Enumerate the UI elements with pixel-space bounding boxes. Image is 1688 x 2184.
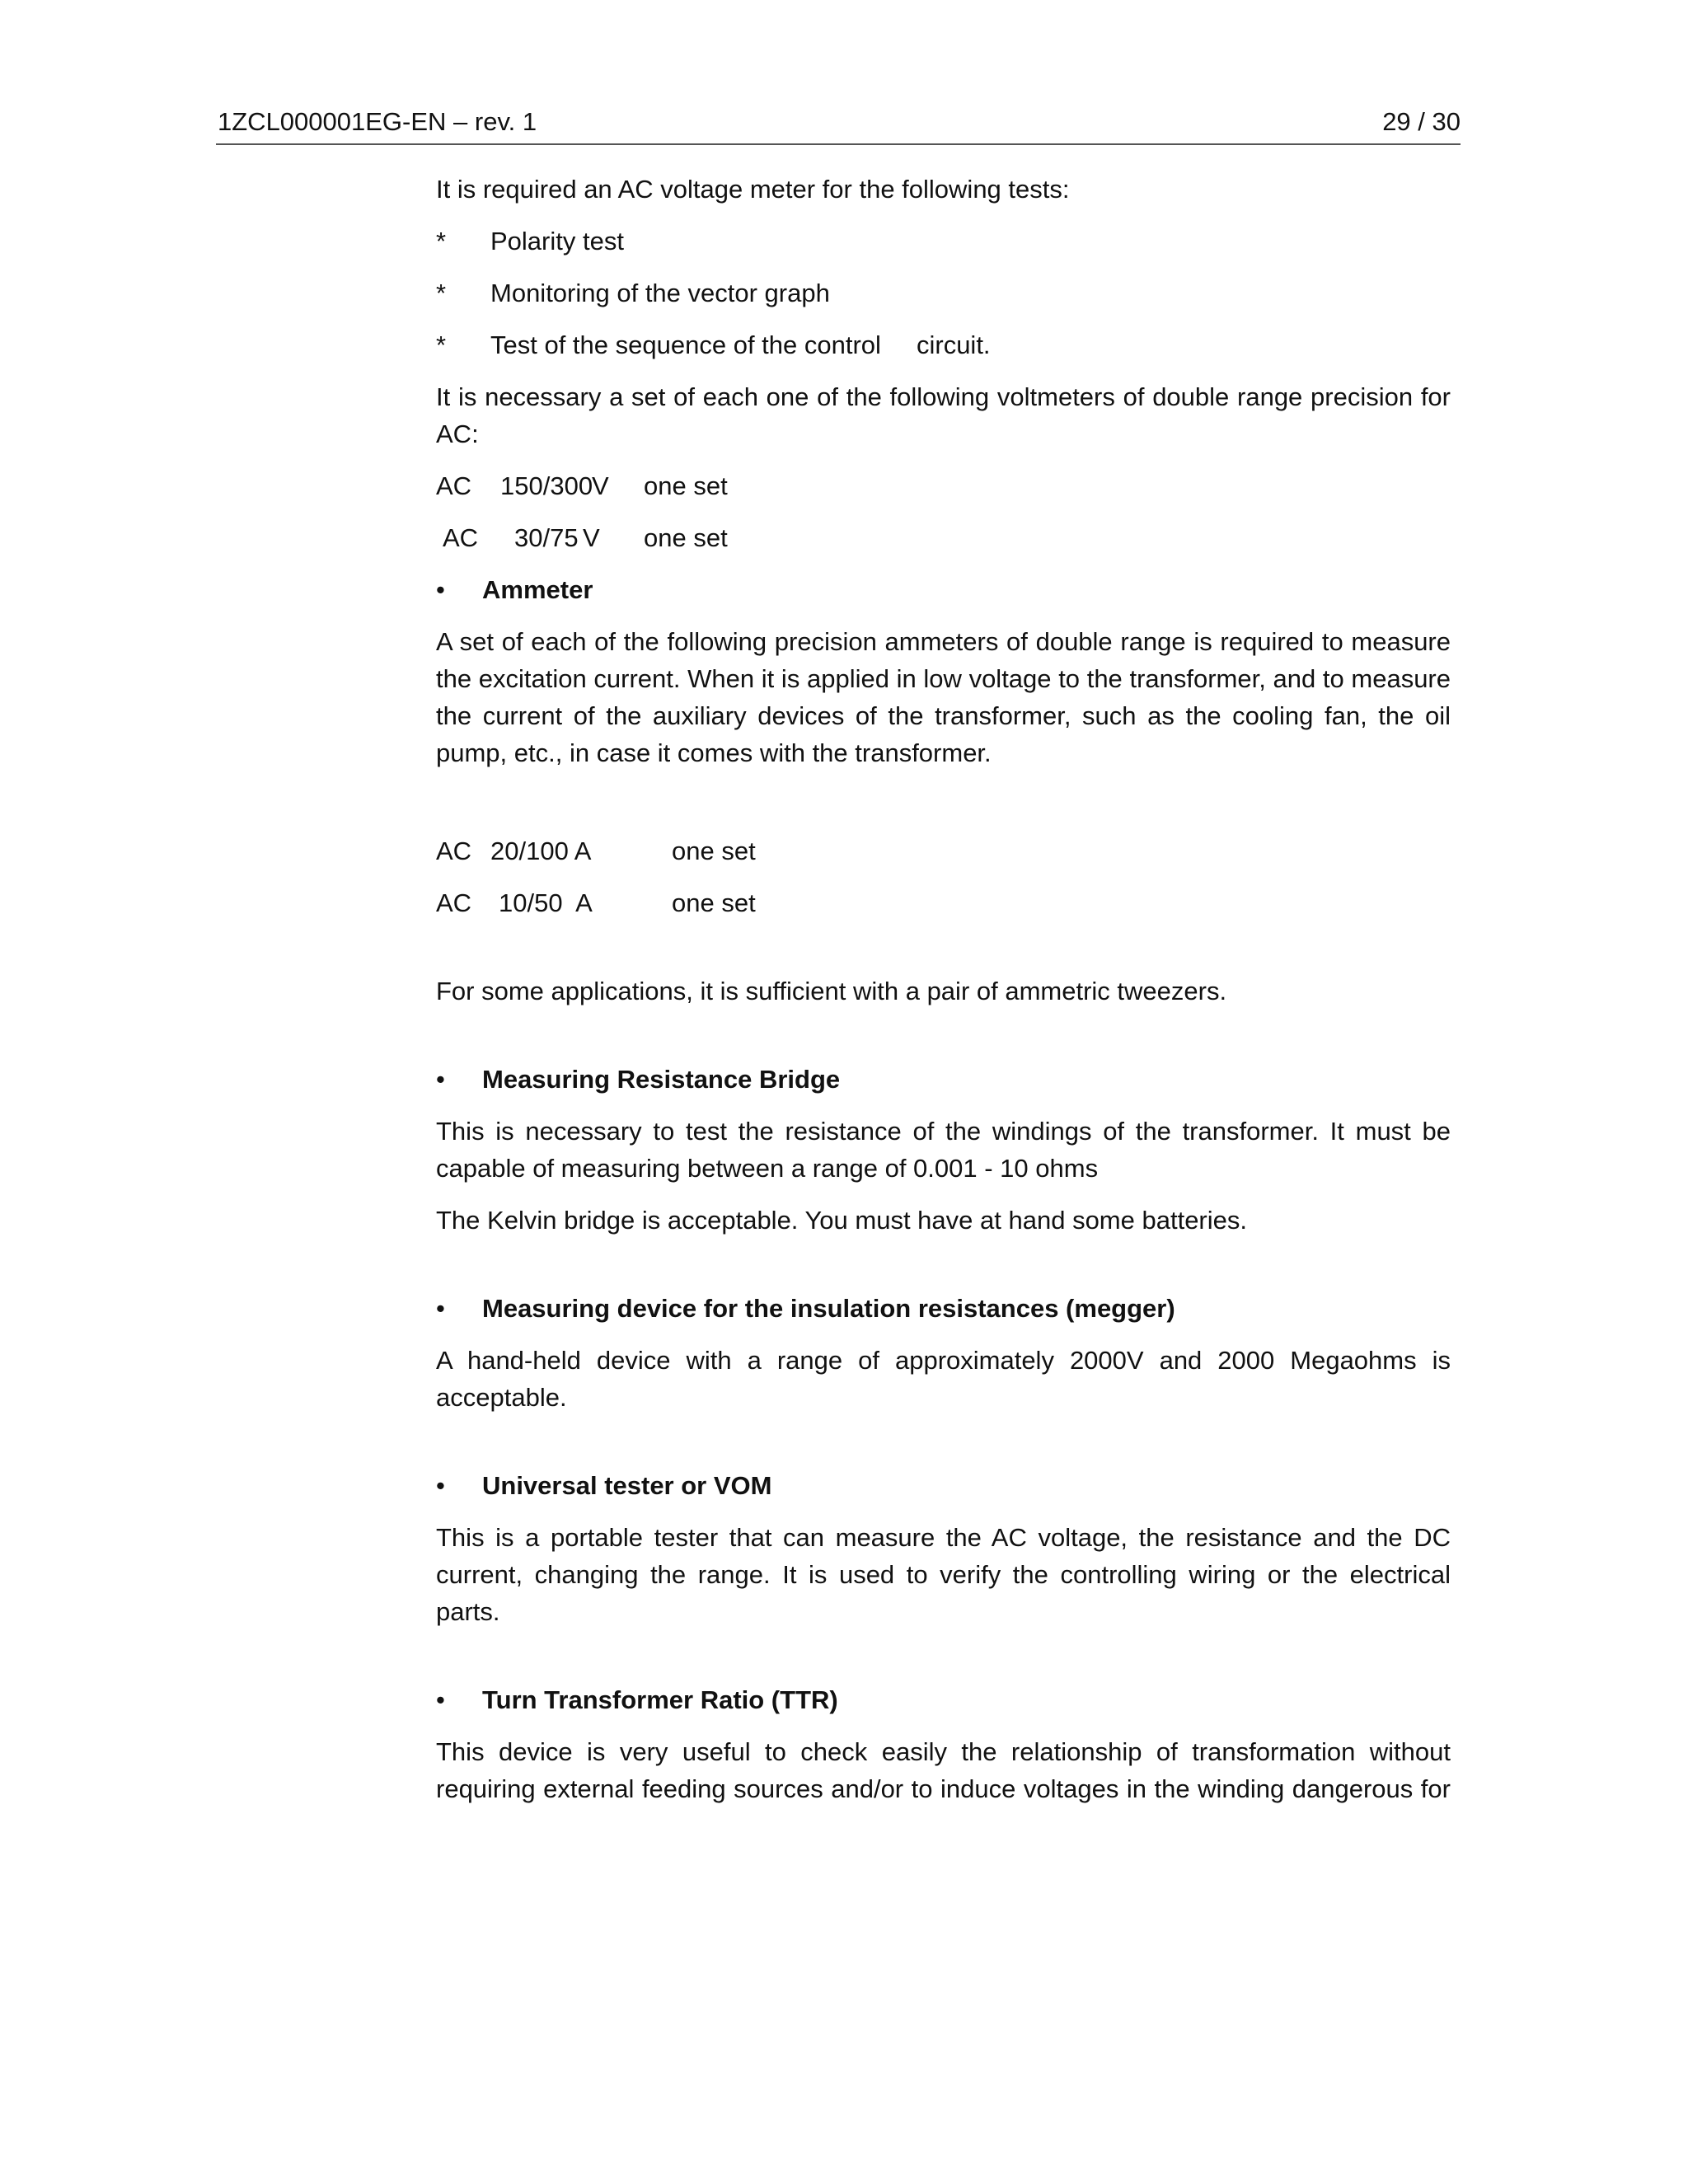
meter-qty: one set (672, 888, 756, 917)
bullet-dot: • (436, 1294, 445, 1323)
test-item-label: Monitoring of the vector graph (490, 279, 830, 307)
meter-type: AC (436, 471, 472, 500)
bullet-dot: • (436, 1685, 445, 1714)
vom-heading (436, 1467, 1451, 1504)
document-id: 1ZCL000001EG-EN – rev. 1 (218, 107, 537, 136)
meter-type: AC (443, 523, 479, 552)
meter-type: AC (436, 837, 472, 865)
spacer (436, 936, 1451, 972)
star-bullet: * (436, 330, 447, 359)
resistance-bridge-heading-text: Measuring Resistance Bridge (482, 1065, 841, 1094)
spacer (436, 1024, 1451, 1061)
ammeter-note: For some applications, it is sufficient with a pair of ammetric tweezers. (436, 977, 1227, 1005)
ttr-heading-text: Turn Transformer Ratio (TTR) (482, 1685, 838, 1714)
spacer (436, 1254, 1451, 1290)
page-number: 29 / 30 (1382, 107, 1461, 136)
ammeter-row (436, 832, 1451, 869)
resistance-bridge-heading (436, 1061, 1451, 1098)
resistance-bridge-note: The Kelvin bridge is acceptable. You must have at hand some batteries. (436, 1206, 1247, 1235)
ammeter-heading (436, 571, 1451, 608)
vom-text: This is a portable tester that can measure the AC voltage, the resistance and the DC current, changing the range. It is used to verify the controlling wiring or the electrical parts. (436, 1523, 1451, 1626)
meter-qty: one set (644, 471, 728, 500)
page-body (436, 171, 1451, 1822)
voltmeter-set-intro: It is necessary a set of each one of the following voltmeters of double range precision for AC: (436, 382, 1451, 448)
ammeter-row (436, 884, 1451, 921)
megger-heading-text: Measuring device for the insulation resistances (megger) (482, 1294, 1175, 1323)
ac-voltage-intro: It is required an AC voltage meter for the following tests: (436, 175, 1070, 204)
bullet-dot: • (436, 1471, 445, 1500)
ttr-text: This device is very useful to check easily the relationship of transformation without requiring external feeding sources and/or to induce voltages in the winding dangerous for (436, 1737, 1451, 1803)
bullet-dot: • (436, 1065, 445, 1094)
test-item (436, 274, 1451, 312)
meter-range: 30/75 (514, 523, 579, 552)
meter-range: 150/300 (500, 471, 593, 500)
meter-qty: one set (672, 837, 756, 865)
meter-unit: V (583, 523, 600, 552)
bullet-dot: • (436, 575, 445, 604)
meter-unit: V (592, 471, 609, 500)
ammeter-text: A set of each of the following precision ammeters of double range is required to measure the excitation current. When it is applied in low voltage to the transformer, and to measure the current of the auxiliary devices of the transformer, such as the cooling fan, the oil pump, etc., in case it comes with the transformer. (436, 627, 1451, 767)
spacer (436, 786, 1451, 832)
voltmeter-row (436, 467, 1451, 504)
star-bullet: * (436, 279, 447, 307)
spacer (436, 1431, 1451, 1467)
meter-range: 20/100 A (490, 837, 592, 865)
meter-range: 10/50 A (499, 888, 593, 917)
page-header (216, 105, 1461, 145)
megger-text: A hand-held device with a range of approximately 2000V and 2000 Megaohms is acceptable. (436, 1346, 1451, 1412)
test-item-label: Test of the sequence of the control circuit. (490, 330, 991, 359)
spacer (436, 1645, 1451, 1681)
test-item (436, 223, 1451, 260)
ttr-heading (436, 1681, 1451, 1718)
vom-heading-text: Universal tester or VOM (482, 1471, 772, 1500)
test-item (436, 326, 1451, 363)
star-bullet: * (436, 227, 447, 255)
meter-type: AC (436, 888, 472, 917)
ammeter-heading-text: Ammeter (482, 575, 593, 604)
resistance-bridge-text: This is necessary to test the resistance of the windings of the transformer. It must be capable of measuring between a range of 0.001 - 10 ohms (436, 1117, 1451, 1183)
voltmeter-row (436, 519, 1451, 556)
meter-qty: one set (644, 523, 728, 552)
test-item-label: Polarity test (490, 227, 624, 255)
megger-heading (436, 1290, 1451, 1327)
